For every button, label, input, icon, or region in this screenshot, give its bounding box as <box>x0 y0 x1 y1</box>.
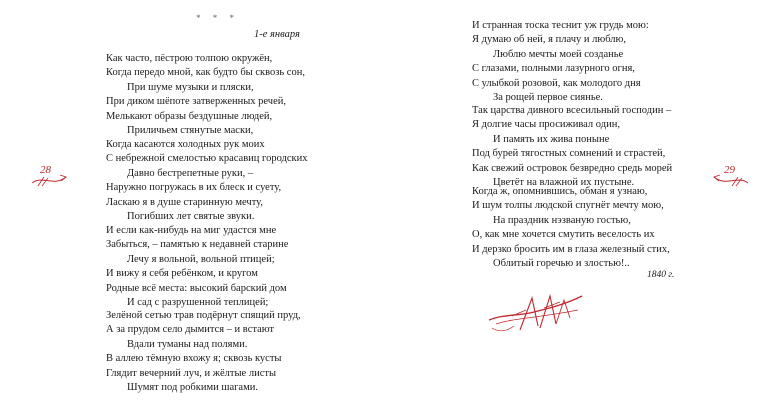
verse-line: Когда передо мной, как будто бы сквозь сон, <box>106 67 305 79</box>
verse-line: Мелькают образы бездушные людей, <box>106 110 273 122</box>
poem-year: 1840 г. <box>647 270 675 280</box>
stanza-7 <box>472 185 670 271</box>
verse-line: Цветёт на влажной их пустыне. <box>493 177 635 189</box>
verse-line: Я думаю об ней, я плачу и люблю, <box>472 34 626 46</box>
verse-line: И если как-нибудь на миг удастся мне <box>106 225 277 236</box>
end-flourish-icon <box>486 288 586 338</box>
verse-line: И сад с разрушенной теплицей; <box>127 297 269 309</box>
verse-line: Как свежий островок безвредно средь морей <box>472 162 673 174</box>
verse-line: При диком шёпоте затверженных речей, <box>106 96 286 108</box>
page-number-flourish-icon <box>712 173 750 189</box>
verse-line: При шуме музыки и пляски, <box>127 81 254 93</box>
stanza-4 <box>106 309 301 395</box>
stanza-3 <box>106 224 288 310</box>
verse-line: Я долгие часы просиживал один, <box>472 119 620 131</box>
verse-line: Наружно погружась в их блеск и суету, <box>106 182 282 194</box>
verse-line: А за прудом село дымится – и встают <box>106 324 275 336</box>
verse-line: И память их жива поныне <box>493 133 610 145</box>
stanza-2 <box>106 138 308 224</box>
verse-line: Глядит вечерний луч, и жёлтые листы <box>106 367 277 379</box>
page-number-right: 29 <box>724 164 735 176</box>
verse-line: Когда ж, опомнившись, обман я узнаю, <box>472 186 648 197</box>
section-ornament: * * * <box>196 13 239 23</box>
stanza-1 <box>106 52 305 138</box>
verse-line: Вдали туманы над полями. <box>127 338 248 350</box>
verse-line: Приличьем стянутые маски, <box>127 125 254 137</box>
verse-line: Забыться, – памятью к недавней старине <box>106 239 289 251</box>
stanza-6 <box>472 104 672 190</box>
verse-line: На праздник нэзваную гостью, <box>493 214 631 226</box>
verse-line: Родные всё места: высокий барский дом <box>106 282 287 294</box>
verse-line: Когда касаются холодных рук моих <box>106 139 265 150</box>
stanza-5 <box>472 19 649 105</box>
verse-line: Под бурей тягостных сомнений и страстей, <box>472 148 666 160</box>
verse-line: Шумят под робкими шагами. <box>127 382 258 394</box>
page-number-left: 28 <box>40 164 51 176</box>
verse-line: Лечу я вольной, вольной птицей; <box>127 253 275 265</box>
verse-line: Облитый горечью и злостью!.. <box>493 258 630 270</box>
verse-line: Ласкаю я в душе старинную мечту, <box>106 196 263 208</box>
verse-line: Зелёной сетью трав подёрнут спящий пруд, <box>106 310 301 321</box>
verse-line: И дерзко бросить им в глаза железный стих, <box>472 243 670 255</box>
verse-line: Как часто, пёстрою толпою окружён, <box>106 53 273 64</box>
page-number-flourish-icon <box>30 173 68 189</box>
verse-line: За рощей первое сиянье. <box>493 92 603 104</box>
verse-line: В аллею тёмную вхожу я; сквозь кусты <box>106 353 282 365</box>
verse-line: И шум толпы людской спугнёт мечту мою, <box>472 200 664 212</box>
verse-line: И странная тоска теснит уж грудь мою: <box>472 20 649 31</box>
poem-date: 1-е января <box>254 29 300 40</box>
verse-line: И вижу я себя ребёнком, и кругом <box>106 268 258 280</box>
verse-line: С небрежной смелостью красавиц городских <box>106 153 308 165</box>
verse-line: Погибших лет святые звуки. <box>127 211 255 223</box>
verse-line: Люблю мечты моей созданье <box>493 48 624 60</box>
verse-line: С глазами, полными лазурного огня, <box>472 63 635 75</box>
verse-line: О, как мне хочется смутить веселость их <box>472 229 655 241</box>
verse-line: Давно бестрепетные руки, – <box>127 167 254 179</box>
verse-line: С улыбкой розовой, как молодого дня <box>472 77 641 89</box>
verse-line: Так царства дивного всесильный господин – <box>472 105 672 116</box>
